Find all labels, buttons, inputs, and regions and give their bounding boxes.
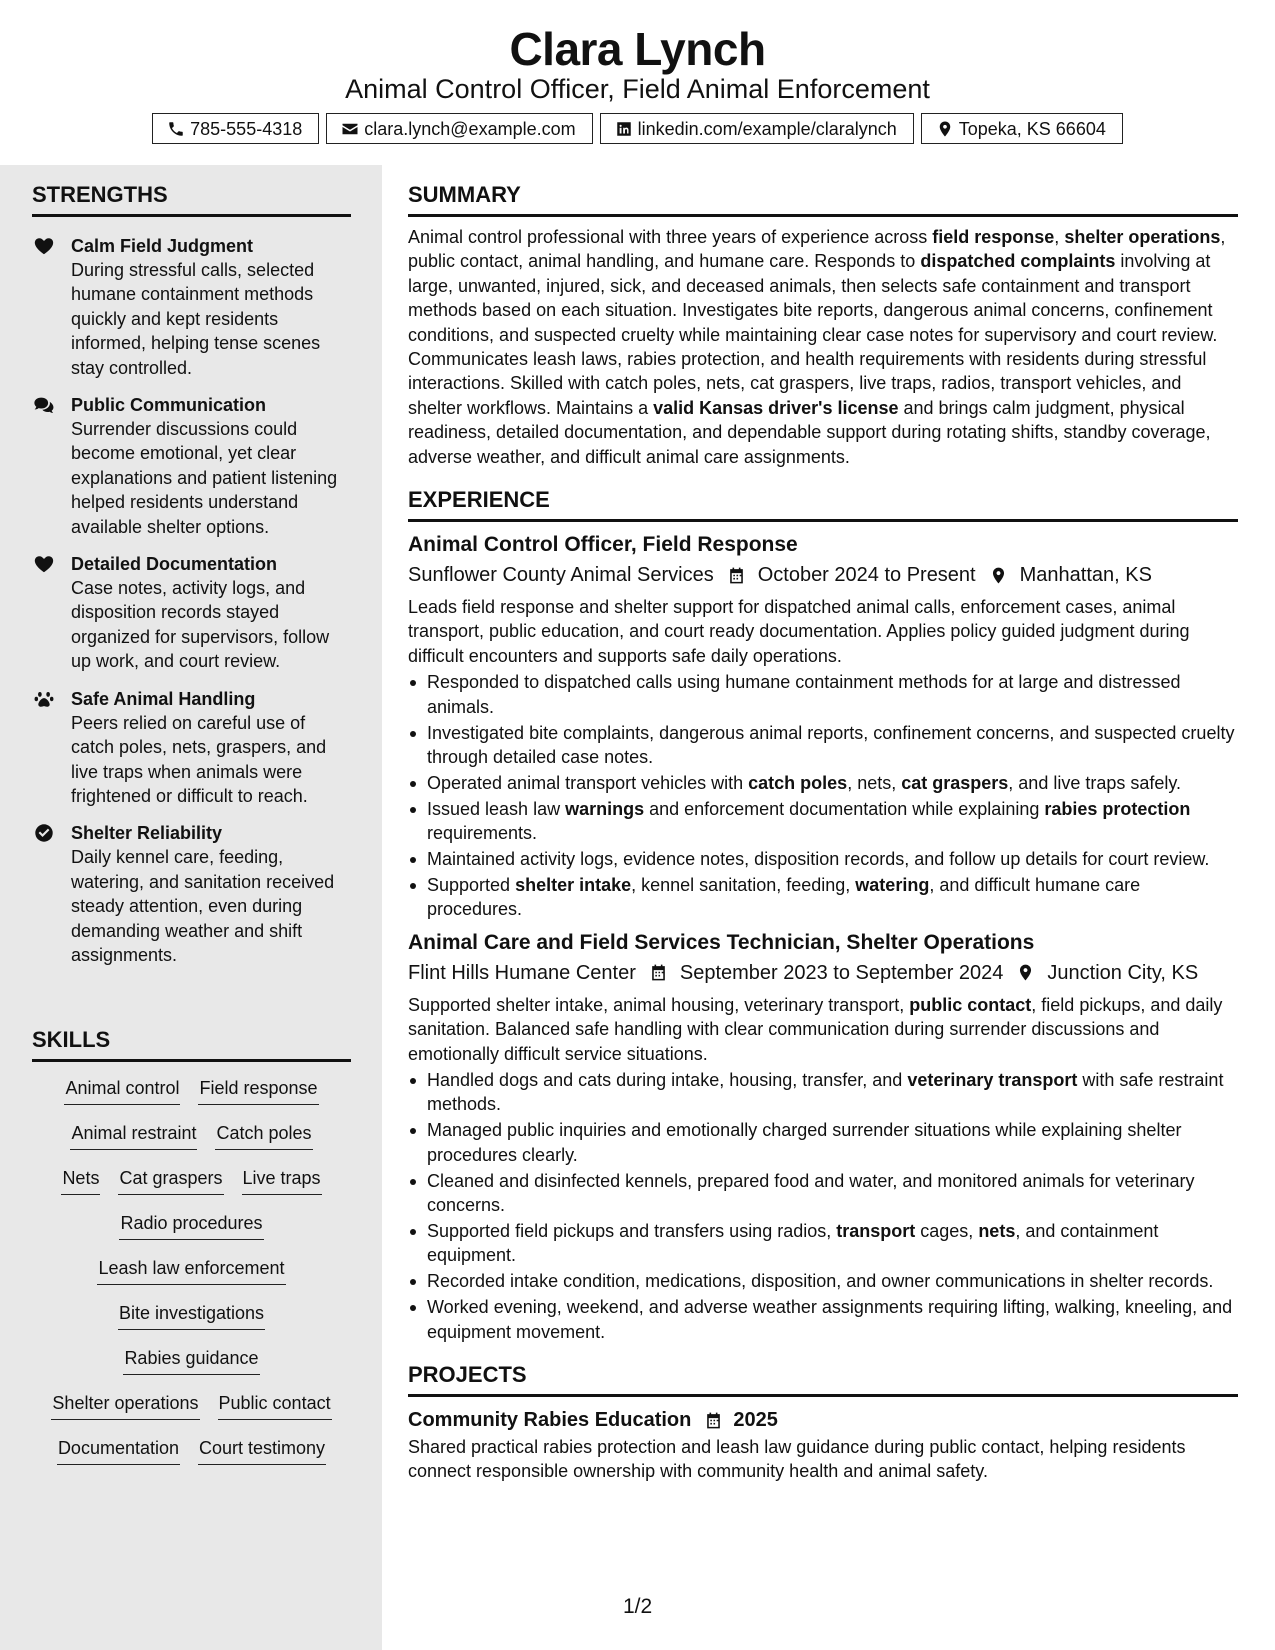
skill-tag: Animal control bbox=[64, 1076, 180, 1105]
skills-row bbox=[32, 1166, 351, 1211]
job-dates: October 2024 to Present bbox=[757, 564, 976, 587]
calendar-icon bbox=[649, 963, 668, 982]
candidate-title: Animal Control Officer, Field Animal Enforcement bbox=[345, 74, 930, 104]
text-run: , bbox=[1054, 227, 1065, 247]
projects-heading: PROJECTS bbox=[408, 1362, 1238, 1397]
map-marker-icon bbox=[936, 120, 954, 138]
summary-heading: SUMMARY bbox=[408, 182, 1238, 217]
skills-row bbox=[32, 1256, 351, 1301]
project-header bbox=[408, 1405, 1238, 1435]
calendar-icon bbox=[704, 1411, 723, 1430]
main-column bbox=[408, 182, 1238, 1502]
strength-desc: Surrender discussions could become emotional, yet clear explanations and patient listening helped residents understand available shelter options. bbox=[71, 419, 338, 537]
emphasized-text: shelter operations bbox=[1064, 227, 1221, 247]
linkedin-icon bbox=[615, 120, 633, 138]
skill-tag: Documentation bbox=[57, 1436, 180, 1465]
strength-desc: Case notes, activity logs, and disposition records stayed organized for supervisors, follow up work, and court review. bbox=[71, 578, 330, 672]
summary-section bbox=[408, 182, 1238, 469]
strength-item bbox=[32, 234, 351, 380]
bullet-item bbox=[408, 721, 1238, 770]
text-run: Worked evening, weekend, and adverse weather assignments requiring lifting, walking, kneeling, and equipment movement. bbox=[427, 1297, 1233, 1342]
emphasized-text: cat graspers bbox=[901, 772, 1009, 793]
job-title: Animal Care and Field Services Technician, Shelter Operations bbox=[408, 930, 1035, 954]
contact-phone[interactable] bbox=[152, 113, 319, 144]
skill-tag: Cat graspers bbox=[118, 1166, 223, 1195]
phone-icon bbox=[167, 120, 185, 138]
job-entry bbox=[408, 928, 1238, 1344]
text-run: Investigated bite complaints, dangerous animal reports, confinement concerns, and suspected cruelty through detailed case notes. bbox=[427, 722, 1235, 767]
skill-tag: Nets bbox=[61, 1166, 100, 1195]
text-run: , kennel sanitation, feeding, bbox=[631, 875, 856, 896]
text-run: Leads field response and shelter support for dispatched animal calls, enforcement cases, animal transport, public education, and court ready documentation. Applies policy guided judgment during difficult encounters and supports safe daily operations. bbox=[408, 597, 1190, 666]
text-run: , and containment equipment. bbox=[427, 1221, 1159, 1266]
bullet-item bbox=[408, 1068, 1238, 1117]
emphasized-text: rabies protection bbox=[1044, 798, 1191, 819]
strength-item bbox=[32, 687, 351, 809]
bullet-item bbox=[408, 873, 1238, 922]
job-dates: September 2023 to September 2024 bbox=[679, 961, 1004, 984]
job-employer: Sunflower County Animal Services bbox=[408, 564, 714, 587]
job-entry bbox=[408, 530, 1238, 922]
check-circle-icon bbox=[33, 822, 55, 844]
experience-heading: EXPERIENCE bbox=[408, 487, 1238, 522]
summary-text bbox=[408, 225, 1238, 469]
text-run: , and difficult humane care procedures. bbox=[427, 875, 1141, 920]
job-employer: Flint Hills Humane Center bbox=[408, 961, 636, 984]
emphasized-text: watering bbox=[855, 875, 930, 896]
text-run: requirements. bbox=[427, 823, 538, 844]
job-bullets bbox=[408, 1068, 1238, 1344]
skills-section bbox=[32, 1027, 351, 1481]
candidate-name: Clara Lynch bbox=[509, 23, 766, 75]
bullet-item bbox=[408, 670, 1238, 719]
strength-item bbox=[32, 821, 351, 967]
emphasized-text: valid Kansas driver's license bbox=[653, 397, 899, 418]
contact-bar bbox=[0, 113, 1275, 144]
emphasized-text: field response bbox=[932, 227, 1055, 247]
bullet-item bbox=[408, 797, 1238, 846]
emphasized-text: catch poles bbox=[748, 772, 848, 793]
skills-row bbox=[32, 1211, 351, 1256]
job-meta bbox=[408, 958, 1238, 988]
text-run: Maintained activity logs, evidence notes, disposition records, and follow up details for court review. bbox=[427, 849, 1210, 870]
text-run: Managed public inquiries and emotionally charged surrender situations while explaining shelter procedures clearly. bbox=[427, 1120, 1182, 1165]
contact-email[interactable] bbox=[326, 113, 592, 144]
text-run: Supported bbox=[427, 875, 516, 896]
text-run: and brings calm judgment, physical readiness, detailed documentation, and dependable support during rotating shifts, standby coverage, adverse weather, and difficult animal care assignments. bbox=[408, 397, 1211, 467]
strengths-section bbox=[32, 182, 351, 967]
job-bullets bbox=[408, 670, 1238, 922]
strength-desc: Peers relied on careful use of catch poles, nets, graspers, and live traps when animals were frightened or difficult to reach. bbox=[71, 712, 327, 806]
job-title: Animal Control Officer, Field Response bbox=[408, 533, 798, 557]
skill-tag: Live traps bbox=[242, 1166, 322, 1195]
text-run: Cleaned and disinfected kennels, prepared food and water, and monitored animals for veterinary concerns. bbox=[427, 1170, 1195, 1216]
project-desc: Shared practical rabies protection and leash law guidance during public contact, helping residents connect responsible ownership with community health and animal safety. bbox=[408, 1437, 1186, 1482]
bullet-item bbox=[408, 1169, 1238, 1218]
skill-tag: Court testimony bbox=[198, 1436, 326, 1465]
bullet-item bbox=[408, 771, 1238, 795]
text-run: , nets, bbox=[847, 772, 902, 793]
contact-linkedin[interactable] bbox=[600, 113, 914, 144]
text-run: Recorded intake condition, medications, disposition, and owner communications in shelter records. bbox=[427, 1271, 1214, 1292]
skills-list bbox=[32, 1076, 351, 1481]
job-intro bbox=[408, 993, 1238, 1066]
text-run: with safe restraint methods. bbox=[427, 1070, 1224, 1115]
emphasized-text: nets bbox=[978, 1221, 1016, 1241]
skills-row bbox=[32, 1436, 351, 1481]
job-intro bbox=[408, 595, 1238, 668]
comments-icon bbox=[33, 394, 55, 416]
contact-location[interactable] bbox=[921, 113, 1123, 144]
text-run: involving at large, unwanted, injured, sick, and deceased animals, then selects safe containment and transport methods based on each situation. Investigates bite reports, dangerous animal concerns, confinement conditions, and suspected cruelty while maintaining clear case notes for supervisory and court review. Communicates leash laws, rabies protection, and health requirements with residents during stressful interactions. Skilled with catch poles, nets, cat graspers, live traps, radios, transport vehicles, and shelter workflows. Maintains a bbox=[408, 251, 1218, 418]
heart-icon bbox=[33, 235, 55, 257]
skill-tag: Bite investigations bbox=[118, 1301, 265, 1330]
skills-heading: SKILLS bbox=[32, 1027, 351, 1062]
skills-row bbox=[32, 1346, 351, 1391]
strength-item bbox=[32, 393, 351, 539]
skill-tag: Radio procedures bbox=[119, 1211, 263, 1240]
text-run: Handled dogs and cats during intake, housing, transfer, and bbox=[427, 1070, 908, 1091]
emphasized-text: public contact bbox=[909, 994, 1032, 1015]
job-location: Junction City, KS bbox=[1047, 961, 1199, 984]
skills-row bbox=[32, 1121, 351, 1166]
emphasized-text: shelter intake bbox=[515, 875, 632, 896]
skills-row bbox=[32, 1391, 351, 1436]
text-run: , public contact, animal handling, and humane care. Responds to bbox=[408, 227, 1226, 272]
skills-row bbox=[32, 1301, 351, 1346]
experience-section bbox=[408, 487, 1238, 1344]
skill-tag: Shelter operations bbox=[51, 1391, 199, 1420]
skills-row bbox=[32, 1076, 351, 1121]
bullet-item bbox=[408, 847, 1238, 871]
text-run: Supported field pickups and transfers using radios, bbox=[427, 1221, 837, 1241]
emphasized-text: dispatched complaints bbox=[920, 251, 1116, 272]
text-run: Responded to dispatched calls using humane containment methods for at large and distressed animals. bbox=[427, 672, 1181, 717]
strength-desc: During stressful calls, selected humane containment methods quickly and kept residents informed, helping tense scenes stay controlled. bbox=[71, 260, 321, 378]
project-year: 2025 bbox=[733, 1409, 778, 1432]
envelope-icon bbox=[341, 120, 359, 138]
skill-tag: Field response bbox=[198, 1076, 318, 1105]
text-run: Operated animal transport vehicles with bbox=[427, 772, 749, 793]
contact-linkedin-text: linkedin.com/example/claralynch bbox=[637, 118, 897, 139]
strengths-heading: STRENGTHS bbox=[32, 182, 351, 217]
skill-tag: Animal restraint bbox=[70, 1121, 197, 1150]
strength-item bbox=[32, 552, 351, 674]
text-run: , field pickups, and daily sanitation. Balanced safe handling with clear communication during surrender discussions and emotionally difficult service situations. bbox=[408, 994, 1223, 1064]
heart-icon bbox=[33, 553, 55, 575]
page-number: 1/2 bbox=[623, 1595, 653, 1618]
strength-title: Shelter Reliability bbox=[71, 823, 223, 844]
strength-desc: Daily kennel care, feeding, watering, and sanitation received steady attention, even during demanding weather and shift assignments. bbox=[71, 847, 335, 965]
bullet-item bbox=[408, 1269, 1238, 1293]
contact-phone-text: 785-555-4318 bbox=[190, 118, 303, 139]
job-location: Manhattan, KS bbox=[1019, 564, 1152, 587]
strength-title: Detailed Documentation bbox=[71, 554, 278, 575]
emphasized-text: warnings bbox=[565, 798, 645, 819]
strength-title: Calm Field Judgment bbox=[71, 236, 254, 256]
project-title: Community Rabies Education bbox=[408, 1409, 692, 1432]
skill-tag: Public contact bbox=[218, 1391, 332, 1420]
text-run: cages, bbox=[915, 1221, 979, 1241]
paw-icon bbox=[33, 688, 55, 710]
contact-email-text: clara.lynch@example.com bbox=[364, 118, 576, 139]
text-run: Issued leash law bbox=[427, 798, 566, 819]
text-run: and enforcement documentation while explaining bbox=[644, 798, 1045, 819]
text-run: , and live traps safely. bbox=[1008, 772, 1182, 793]
sidebar bbox=[0, 165, 382, 1650]
text-run: Supported shelter intake, animal housing, veterinary transport, bbox=[408, 994, 910, 1015]
projects-section bbox=[408, 1362, 1238, 1484]
emphasized-text: transport bbox=[836, 1221, 916, 1241]
strength-title: Safe Animal Handling bbox=[71, 688, 256, 709]
map-marker-icon bbox=[1016, 963, 1035, 982]
calendar-icon bbox=[727, 566, 746, 585]
job-meta bbox=[408, 560, 1238, 590]
skill-tag: Catch poles bbox=[215, 1121, 312, 1150]
skill-tag: Leash law enforcement bbox=[97, 1256, 285, 1285]
contact-location-text: Topeka, KS 66604 bbox=[958, 118, 1106, 139]
bullet-item bbox=[408, 1219, 1238, 1268]
text-run: Animal control professional with three years of experience across bbox=[408, 227, 933, 247]
emphasized-text: veterinary transport bbox=[907, 1070, 1078, 1091]
skill-tag: Rabies guidance bbox=[123, 1346, 259, 1375]
bullet-item bbox=[408, 1295, 1238, 1344]
strength-title: Public Communication bbox=[71, 395, 267, 416]
bullet-item bbox=[408, 1118, 1238, 1167]
map-marker-icon bbox=[989, 566, 1008, 585]
